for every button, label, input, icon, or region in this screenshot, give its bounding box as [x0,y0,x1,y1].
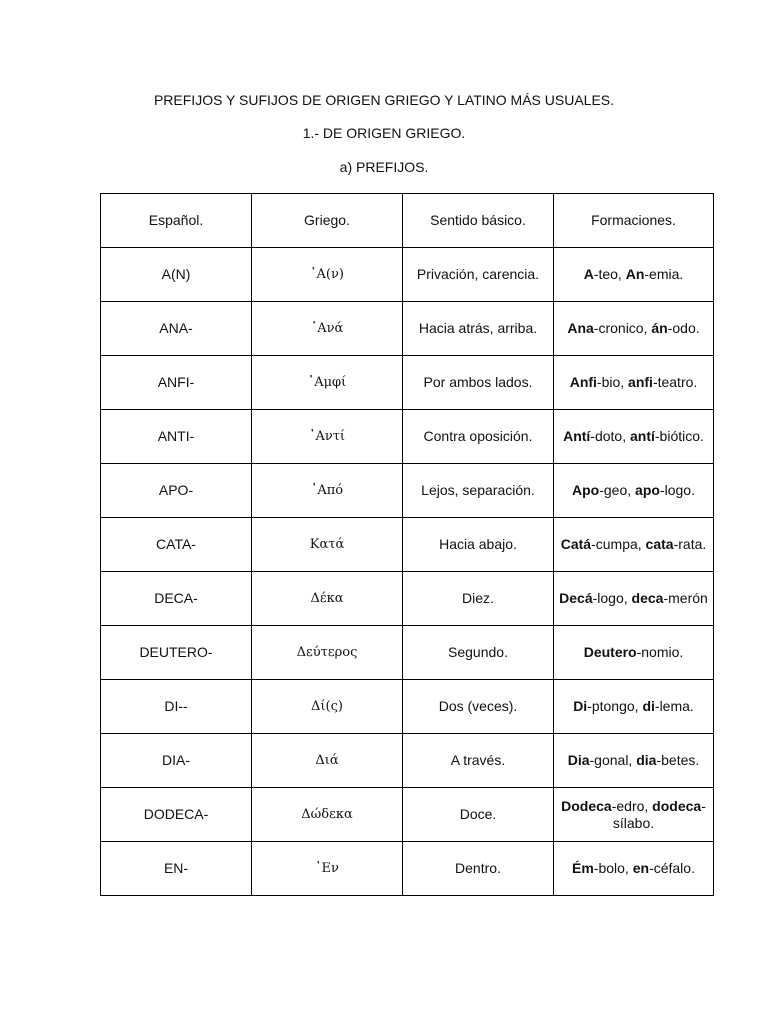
formation-suffix: -bolo, [593,860,633,876]
table-row [101,518,714,572]
cell-formaciones [554,842,714,896]
cell-formaciones [554,572,714,626]
formation-root: Dodeca [561,797,612,814]
cell-griego: ᾿Εν [252,842,403,896]
table-row [101,842,714,896]
formation-suffix: -odo. [667,320,700,336]
formation-root: Catá [560,536,592,552]
cell-sentido: A través. [403,734,554,788]
cell-formaciones [554,788,714,842]
cell-espanol: EN- [101,842,252,896]
formation-suffix: -gonal, [589,752,637,768]
cell-griego: Δί(ς) [252,680,403,734]
cell-espanol: DECA- [101,572,252,626]
cell-formaciones [554,248,714,302]
formation-root: di [642,698,655,714]
cell-espanol: ANTI- [101,410,252,464]
table-row [101,410,714,464]
table-row [101,248,714,302]
cell-espanol: DODECA- [101,788,252,842]
document-title: PREFIJOS Y SUFIJOS DE ORIGEN GRIEGO Y LATINO MÁS USUALES. [153,92,615,108]
header-formaciones: Formaciones. [554,194,714,248]
cell-sentido: Dentro. [403,842,554,896]
cell-espanol: ANFI- [101,356,252,410]
formation-root: dodeca [652,797,702,814]
formation-root: An [625,266,645,282]
formation-suffix: -teo, [593,266,626,282]
cell-sentido: Dos (veces). [403,680,554,734]
formation-root: Ém [572,860,594,876]
cell-formaciones [554,302,714,356]
formation-root: A [583,266,594,282]
cell-sentido: Por ambos lados. [403,356,554,410]
formation-suffix: -sílabo. [612,797,706,831]
cell-formaciones [554,680,714,734]
cell-formaciones [554,734,714,788]
table-header-row [101,194,714,248]
formation-suffix: -cumpa, [591,536,646,552]
table-row [101,788,714,842]
formation-root: Antí [563,428,591,444]
header-espanol: Español. [101,194,252,248]
cell-griego: Δεύτερος [252,626,403,680]
cell-griego: Δώδεκα [252,788,403,842]
formation-root: antí [630,428,655,444]
cell-sentido: Contra oposición. [403,410,554,464]
formation-root: Anfi [569,374,597,390]
cell-formaciones [554,464,714,518]
cell-griego: Διά [252,734,403,788]
table-row [101,464,714,518]
cell-espanol: A(N) [101,248,252,302]
formation-suffix: -lema. [654,698,694,714]
formation-root: anfi [628,374,653,390]
cell-griego: Κατά [252,518,403,572]
cell-griego: ᾿Από [252,464,403,518]
table-row [101,302,714,356]
header-griego: Griego. [252,194,403,248]
cell-espanol: APO- [101,464,252,518]
cell-griego: ᾿Αντί [252,410,403,464]
formation-suffix: -geo, [599,482,636,498]
cell-sentido: Diez. [403,572,554,626]
cell-sentido: Lejos, separación. [403,464,554,518]
cell-griego: ᾿Ανά [252,302,403,356]
formation-suffix: -merón [663,590,708,606]
cell-espanol: DEUTERO- [101,626,252,680]
formation-root: Apo [572,482,600,498]
formation-suffix: -betes. [656,752,700,768]
table-row [101,572,714,626]
cell-espanol: ANA- [101,302,252,356]
header-sentido: Sentido básico. [403,194,554,248]
formation-suffix: -logo, [592,590,632,606]
formation-root: deca [631,590,664,606]
section-heading: 1.- DE ORIGEN GRIEGO. [302,125,466,141]
formation-suffix: -ptongo, [587,698,643,714]
formation-suffix: -emia. [644,266,684,282]
table-row [101,626,714,680]
cell-formaciones [554,626,714,680]
formation-root: Decá [559,590,593,606]
cell-espanol: DIA- [101,734,252,788]
formation-suffix: -cronico, [593,320,652,336]
formation-root: dia [636,752,657,768]
prefix-table [100,193,714,896]
subsection-heading: a) PREFIJOS. [339,159,429,175]
formation-root: án [651,320,668,336]
formation-suffix: -rata. [673,536,707,552]
formation-suffix: -teatro. [652,374,698,390]
cell-sentido: Segundo. [403,626,554,680]
formation-root: en [632,860,650,876]
formation-root: cata [645,536,674,552]
table-row [101,680,714,734]
cell-espanol: DI-- [101,680,252,734]
cell-formaciones [554,518,714,572]
formation-suffix: -biótico. [654,428,704,444]
formation-suffix: -céfalo. [649,860,695,876]
table-row [101,734,714,788]
table-row [101,356,714,410]
formation-suffix: -bio, [596,374,629,390]
cell-sentido: Hacia abajo. [403,518,554,572]
cell-griego: Δέκα [252,572,403,626]
cell-sentido: Privación, carencia. [403,248,554,302]
cell-espanol: CATA- [101,518,252,572]
cell-sentido: Doce. [403,788,554,842]
cell-griego: ᾿Α(ν) [252,248,403,302]
formation-root: Ana [567,320,594,336]
formation-suffix: -nomio. [636,644,684,660]
formation-root: Dia [567,752,590,768]
formation-suffix: -logo. [659,482,695,498]
cell-griego: ᾿Αμφί [252,356,403,410]
formation-root: apo [635,482,660,498]
cell-formaciones [554,356,714,410]
formation-suffix: -edro, [611,797,653,814]
formation-root: Di [573,698,588,714]
cell-formaciones [554,410,714,464]
cell-sentido: Hacia atrás, arriba. [403,302,554,356]
formation-suffix: -doto, [590,428,630,444]
formation-root: Deutero [583,644,637,660]
